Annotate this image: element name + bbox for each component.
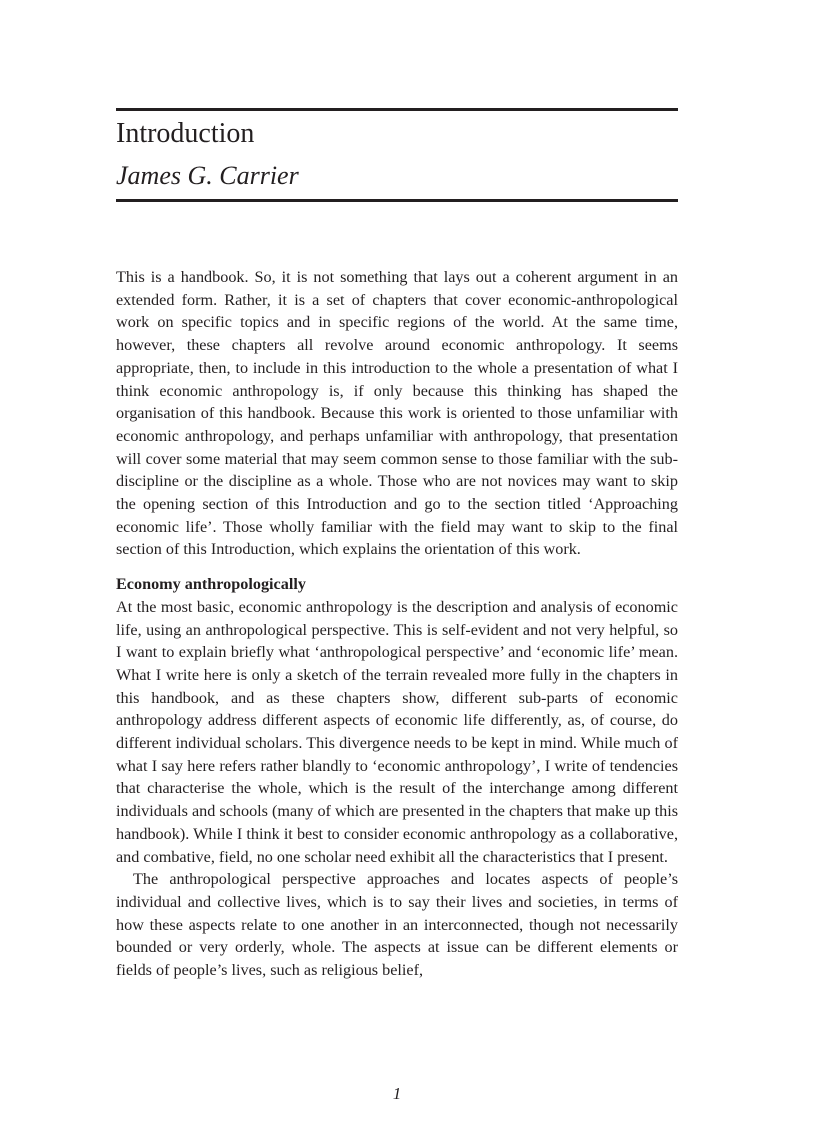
body-text <box>116 266 678 982</box>
chapter-author: James G. Carrier <box>116 161 299 190</box>
book-page <box>116 0 678 1123</box>
section-paragraph-1: At the most basic, economic anthropology is the description and analysis of economic life, using an anthropological perspective. This is self-evident and not very helpful, so I want to explain briefly what ‘anthropological perspective’ and ‘economic life’ mean. What I write here is only a sketch of the terrain revealed more fully in the chapters in this handbook, and as these chapters show, different sub-parts of economic anthropology address different aspects of economic life differently, as, of course, do different individual scholars. This divergence needs to be kept in mind. While much of what I say here refers rather blandly to ‘economic anthropology’, I write of tendencies that characterise the whole, which is the result of the interchange among different individuals and schools (many of which are presented in the chapters that make up this handbook). While I think it best to consider economic anthropology as a collaborative, and combative, field, no one scholar need exhibit all the characteristics that I present. <box>116 597 678 866</box>
section-heading: Economy anthropologically <box>116 575 306 594</box>
intro-paragraph: This is a handbook. So, it is not something that lays out a coherent argument in an extended form. Rather, it is a set of chapters that cover economic-anthropological work on specific topics and in specific regions of the world. At the same time, however, these chapters all revolve around economic anthropology. It seems appropriate, then, to include in this introduction to the whole a presentation of what I think economic anthropology is, if only because this thinking has shaped the organisation of this handbook. Because this work is oriented to those unfamiliar with economic anthropology, and perhaps unfamiliar with anthropology, that presentation will cover some material that may seem common sense to those familiar with the sub-discipline or the discipline as a whole. Those who are not novices may want to skip the opening section of this Introduction and go to the section titled ‘Approaching economic life’. Those wholly familiar with the field may want to skip to the final section of this Introduction, which explains the orientation of this work. <box>116 268 678 559</box>
section-paragraph-2: The anthropological perspective approaches and locates aspects of people’s individual and collective lives, which is to say their lives and societies, in terms of how these aspects relate to one another in an interconnected, though not necessarily bounded or very orderly, whole. The aspects at issue can be different elements or fields of people’s lives, such as religious belief, <box>116 870 678 980</box>
bottom-rule <box>116 199 678 202</box>
chapter-title: Introduction <box>116 118 255 149</box>
page-number: 1 <box>392 1084 402 1103</box>
top-rule <box>116 108 678 111</box>
